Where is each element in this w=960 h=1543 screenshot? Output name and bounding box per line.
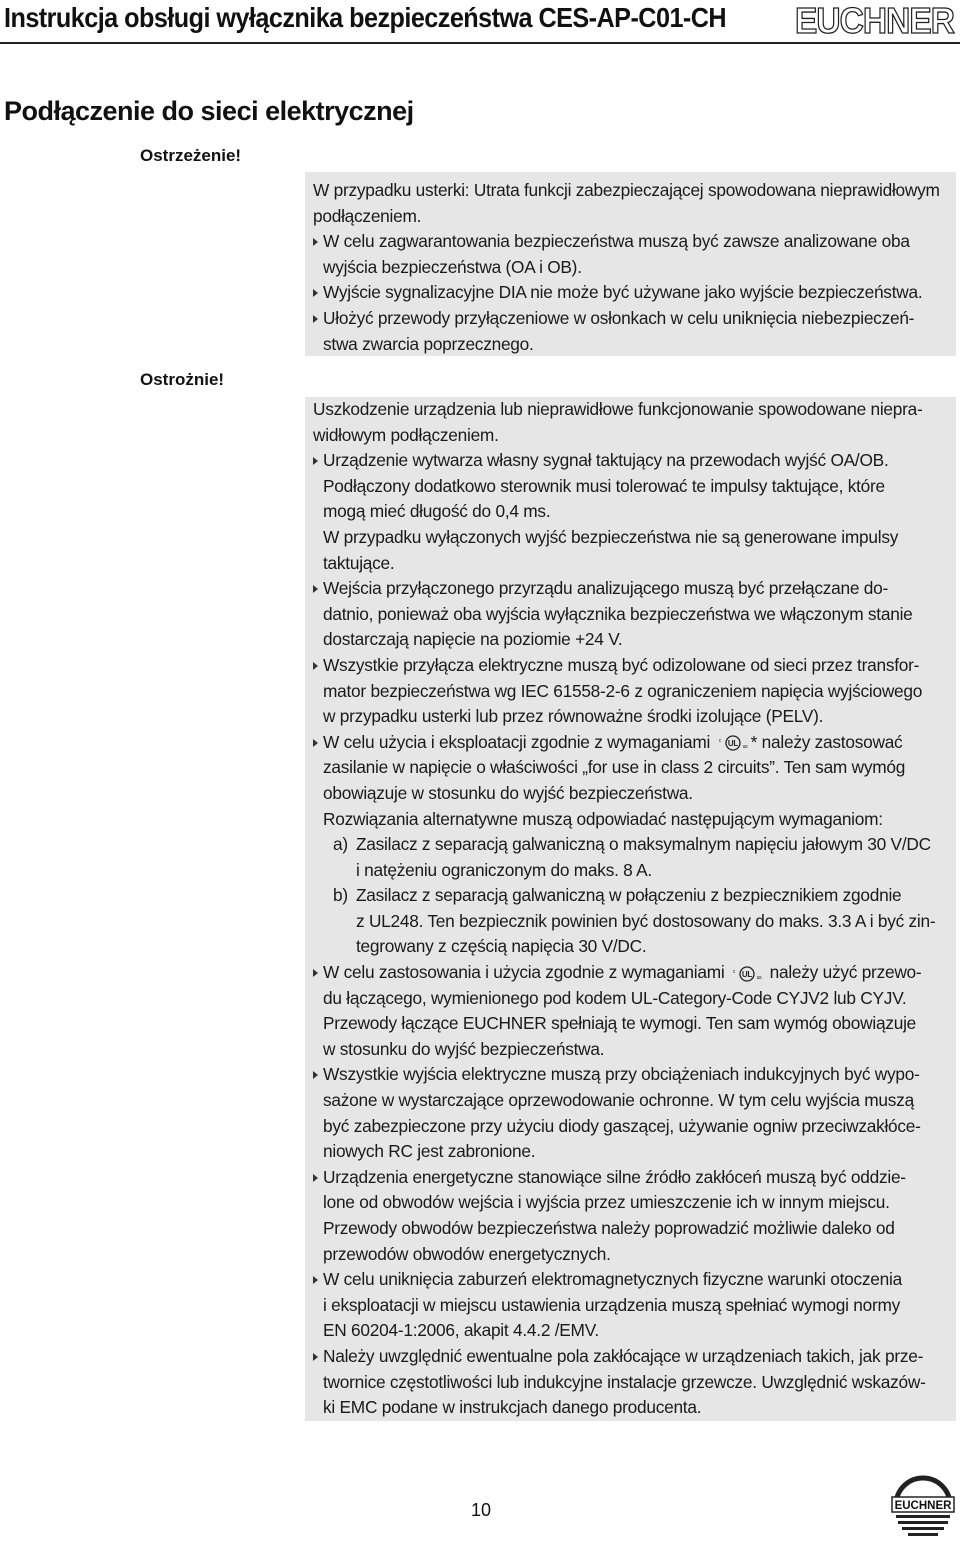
warning-bullet: W celu zagwarantowania bezpieczeństwa muszą być zawsze analizowane oba wyjścia bezpieczeństwa (OA i OB). — [313, 229, 953, 280]
caution-content — [313, 397, 953, 1421]
caution-bullet: Wszystkie wyjścia elektryczne muszą przy obciążeniach indukcyjnych być wypo- sażone w wystarczające oprzewodowanie ochronne. W tym celu wyjścia muszą być zabezpieczone przy użyciu diody gaszącej, używanie ogniw przeciwzakłóce- niowych RC jest zabronione. — [313, 1062, 953, 1164]
caution-label: Ostrożnie! — [140, 370, 225, 389]
caution-bullet: Urządzenia energetyczne stanowiące silne źródło zakłóceń muszą być oddzie- lone od obwodów wejścia i wyjścia przez umieszczenie ich w innym miejscu. Przewody obwodów bezpieczeństwa należy poprowadzić możliwie daleko od przewodów obwodów energetycznych. — [313, 1165, 953, 1267]
footer-brand-text: EUCHNER — [894, 1500, 952, 1512]
euchner-footer-logo — [890, 1475, 956, 1537]
warning-content — [313, 178, 953, 357]
warning-intro: W przypadku usterki: Utrata funkcji zabezpieczającej spowodowana nieprawidłowym podłączeniem. — [313, 180, 940, 226]
warning-bullet: Ułożyć przewody przyłączeniowe w osłonkach w celu uniknięcia niebezpieczeń- stwa zwarcia poprzecznego. — [313, 306, 953, 357]
ul-listed-icon — [716, 735, 750, 751]
svg-text:us: us — [742, 744, 748, 751]
caution-bullet: W celu uniknięcia zaburzeń elektromagnetycznych fizyczne warunki otoczenia i eksploatacji w miejscu ustawienia urządzenia muszą spełniać wymogi normy EN 60204-1:2006, akapit 4.4.2 /EMV. — [313, 1267, 953, 1344]
document-title: Instrukcja obsługi wyłącznika bezpieczeństwa CES-AP-C01-CH — [4, 2, 727, 33]
svg-text:c: c — [732, 968, 736, 975]
caution-bullet: Należy uwzględnić ewentualne pola zakłócające w urządzeniach takich, jak prze- twornice częstotliwości lub indukcyjne instalacje grzewcze. Uwzględnić wskazów- ki EMC podane w instrukcjach danego producenta. — [313, 1344, 953, 1421]
list-item: b) Zasilacz z separacją galwaniczną w połączeniu z bezpiecznikiem zgodnie z UL248. Ten bezpiecznik powinien być dostosowany do maks. 3.3 A i być zin- tegrowany z częścią napięcia 30 V/DC. — [333, 885, 936, 957]
warning-bullet: Wyjście sygnalizacyjne DIA nie może być używane jako wyjście bezpieczeństwa. — [313, 280, 953, 306]
caution-bullet: Wejścia przyłączonego przyrządu analizującego muszą być przełączane do- datnio, ponieważ oba wyjścia wyłącznika bezpieczeństwa we włączonym stanie dostarczają napięcie na poziomie +24 V. — [313, 576, 953, 653]
caution-bullet: W celu zastosowania i użycia zgodnie z wymaganiami UL c us należy użyć przewo- du łączącego, wymienionego pod kodem UL-Category-Code CYJV2 lub CYJV. Przewody łączące EUCHNER spełniają te wymogi. Ten sam wymóg obowiązuje w stosunku do wyjść bezpieczeństwa. — [313, 960, 953, 1062]
page-number: 10 — [471, 1500, 492, 1520]
warning-label: Ostrzeżenie! — [140, 146, 242, 165]
caution-bullet: W celu użycia i eksploatacji zgodnie z wymaganiami UL c us * należy zastosować zasilanie w napięcie o właściwości „for use in class 2 circuits”. Ten sam wymóg obowiązuje w stosunku do wyjść bezpieczeństwa. Rozwiązania alternatywne muszą odpowiadać następującym wymaganiom: a) Zasilacz z separacją galwaniczną o maksymalnym napięciu jałowym 30 V/DC i natężeniu ograniczonym do maks. 8 A. b) Zasilacz z separacją galwaniczną w połączeniu z bezpiecznikiem zgodnie z UL248. Ten bezpiecznik powinien być dostosowany do maks. 3.3 A i być zin- tegrowany z częścią napięcia 30 V/DC. — [313, 730, 953, 960]
brand-logo: EUCHNER — [794, 0, 954, 41]
caution-bullet: Wszystkie przyłącza elektryczne muszą być odizolowane od sieci przez transfor- mator bezpieczeństwa wg IEC 61558-2-6 z ograniczeniem napięcia wyjściowego w przypadku usterki lub przez równoważne środki izolujące (PELV). — [313, 653, 953, 730]
svg-text:UL: UL — [727, 739, 738, 749]
caution-intro: Uszkodzenie urządzenia lub nieprawidłowe funkcjonowanie spowodowane niepra- widłowym podłączeniem. — [313, 399, 923, 445]
page-header — [0, 0, 960, 46]
svg-text:c: c — [718, 738, 721, 745]
caution-bullet: Urządzenie wytwarza własny sygnał taktujący na przewodach wyjść OA/OB. Podłączony dodatkowo sterownik musi tolerować te impulsy taktujące, które mogą mieć długość do 0,4 ms. W przypadku wyłączonych wyjść bezpieczeństwa nie są generowane impulsy taktujące. — [313, 448, 953, 576]
ul-recognized-icon — [730, 966, 764, 982]
header-divider — [0, 42, 960, 44]
svg-text:UL: UL — [741, 969, 753, 979]
section-title: Podłączenie do sieci elektrycznej — [4, 96, 414, 126]
svg-text:us: us — [756, 974, 762, 981]
list-item: a) Zasilacz z separacją galwaniczną o maksymalnym napięciu jałowym 30 V/DC i natężeniu ograniczonym do maks. 8 A. — [333, 834, 931, 880]
